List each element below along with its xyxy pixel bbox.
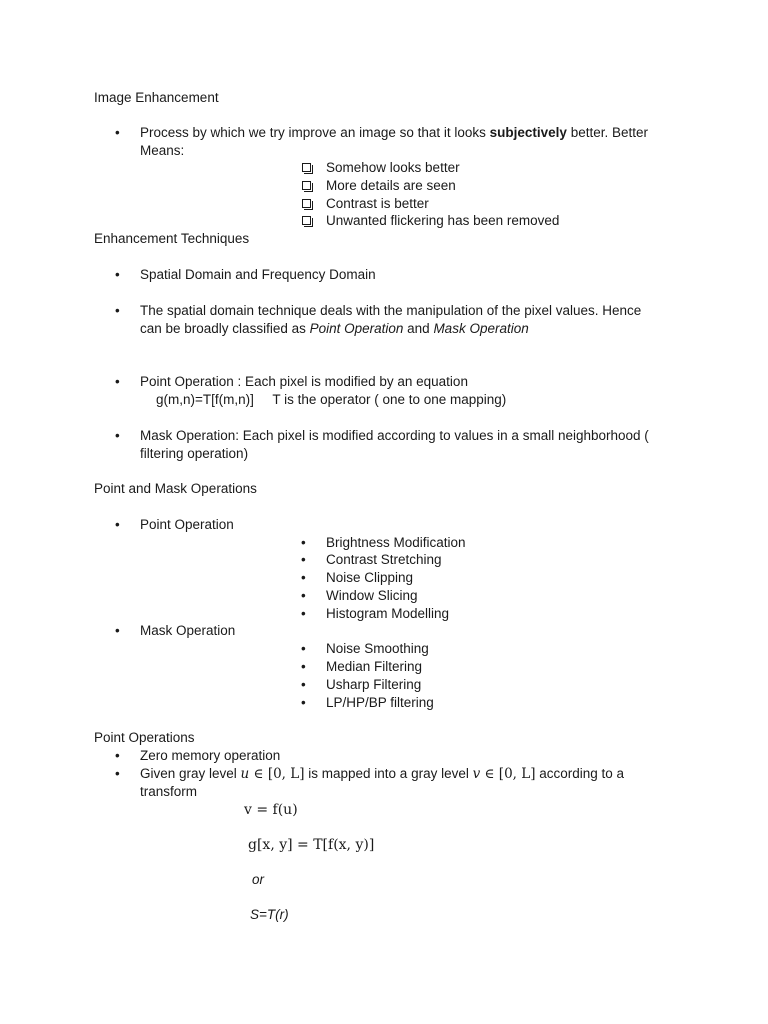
- checkbox-icon: [302, 199, 311, 208]
- section-title-point-mask-operations: Point and Mask Operations: [94, 481, 257, 496]
- equation-v-f-u: v = f(u): [244, 802, 298, 818]
- bullet-icon: •: [301, 588, 306, 603]
- bullet-icon: •: [301, 570, 306, 585]
- bullet-icon: •: [115, 766, 120, 781]
- bullet-text: Point Operation : Each pixel is modified by an equation: [140, 374, 468, 389]
- math-range: [249, 766, 304, 782]
- text-run: can be broadly classified as: [140, 321, 310, 336]
- bullet-text-continuation: [140, 320, 529, 338]
- bullet-icon: •: [115, 267, 120, 282]
- equation-text: g(m,n)=T[f(m,n)] T is the operator ( one to one mapping): [156, 392, 507, 407]
- text-run: better. Better: [566, 125, 648, 140]
- checkbox-icon: [302, 216, 311, 225]
- list-item: Noise Clipping: [326, 570, 414, 585]
- bold-text: subjectively: [489, 125, 567, 140]
- equation-or: or: [252, 872, 265, 887]
- bullet-icon: •: [115, 517, 120, 532]
- list-item: Brightness Modification: [326, 535, 466, 550]
- bullet-icon: •: [301, 535, 306, 550]
- bullet-icon: •: [301, 659, 306, 674]
- italic-text: Point Operation: [309, 321, 404, 336]
- text-run: is mapped into a gray level: [304, 766, 473, 781]
- bullet-text: [140, 765, 624, 783]
- bullet-icon: •: [115, 623, 120, 638]
- list-item: Contrast Stretching: [326, 552, 442, 567]
- bullet-icon: •: [115, 428, 120, 443]
- bullet-text-continuation: filtering operation): [140, 446, 249, 461]
- bullet-icon: •: [301, 695, 306, 710]
- checklist-item: Somehow looks better: [326, 160, 460, 175]
- bullet-text: Zero memory operation: [140, 748, 281, 763]
- list-item: Median Filtering: [326, 659, 423, 674]
- section-title-enhancement-techniques: Enhancement Techniques: [94, 231, 250, 246]
- equation-s-t-r: S=T(r): [250, 907, 289, 922]
- bullet-text: Mask Operation: [140, 623, 236, 638]
- bullet-icon: •: [115, 374, 120, 389]
- text-run: according to a: [535, 766, 625, 781]
- checklist-item: Unwanted flickering has been removed: [326, 213, 560, 228]
- text-run: Process by which we try improve an image so that it looks: [140, 125, 490, 140]
- bullet-text: The spatial domain technique deals with the manipulation of the pixel values. Hence: [140, 303, 642, 318]
- math-range: [480, 766, 535, 782]
- italic-text: Mask Operation: [433, 321, 529, 336]
- checklist-item: More details are seen: [326, 178, 456, 193]
- bullet-text: Point Operation: [140, 517, 234, 532]
- equation-g-T-f: g[x, y] = T[f(x, y)]: [248, 837, 375, 853]
- list-item: Histogram Modelling: [326, 606, 450, 621]
- bullet-icon: •: [115, 303, 120, 318]
- text-run: and: [403, 321, 434, 336]
- bullet-icon: •: [301, 641, 306, 656]
- checkbox-icon: [302, 163, 311, 172]
- bullet-icon: •: [301, 552, 306, 567]
- math-range-text: ∈ [0, L]: [249, 766, 305, 782]
- bullet-icon: •: [301, 677, 306, 692]
- bullet-text-continuation: transform: [140, 784, 198, 799]
- math-var-v: v: [472, 766, 481, 782]
- section-title-point-operations: Point Operations: [94, 730, 195, 745]
- list-item: Window Slicing: [326, 588, 418, 603]
- list-item: Noise Smoothing: [326, 641, 429, 656]
- math-range-text: ∈ [0, L]: [480, 766, 536, 782]
- list-item: LP/HP/BP filtering: [326, 695, 434, 710]
- bullet-text: [140, 124, 648, 142]
- text-run: Given gray level: [140, 766, 241, 781]
- math-var-u: u: [240, 766, 250, 782]
- bullet-icon: •: [301, 606, 306, 621]
- bullet-icon: •: [115, 748, 120, 763]
- bullet-icon: •: [115, 125, 120, 140]
- section-title-image-enhancement: Image Enhancement: [94, 90, 219, 105]
- checkbox-icon: [302, 181, 311, 190]
- bullet-text: Spatial Domain and Frequency Domain: [140, 267, 376, 282]
- bullet-text: Mask Operation: Each pixel is modified according to values in a small neighborhood (: [140, 428, 649, 443]
- checklist-item: Contrast is better: [326, 196, 429, 211]
- bullet-text-continuation: Means:: [140, 143, 185, 158]
- list-item: Usharp Filtering: [326, 677, 422, 692]
